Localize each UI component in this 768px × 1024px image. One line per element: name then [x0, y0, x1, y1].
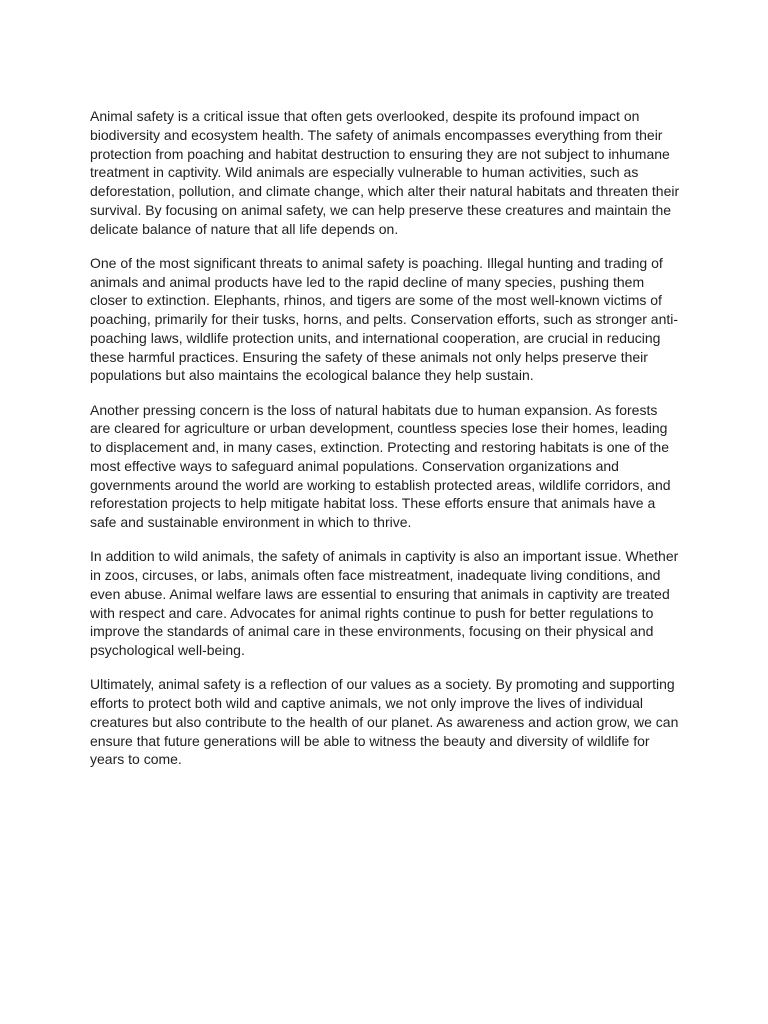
paragraph-conclusion: Ultimately, animal safety is a reflection of our values as a society. By promoting and supporting efforts to protect both wild and captive animals, we not only improve the lives of individual creatures but also contribute to the health of our planet. As awareness and action grow, we can ensure that future generations will be able to witness the beauty and diversity of wildlife for years to come.: [90, 676, 679, 768]
paragraph-habitat-loss: Another pressing concern is the loss of natural habitats due to human expansion. As forests are cleared for agriculture or urban development, countless species lose their homes, leading to displacement and, in many cases, extinction. Protecting and restoring habitats is one of the most effective ways to safeguard animal populations. Conservation organizations and governments around the world are working to establish protected areas, wildlife corridors, and reforestation projects to help mitigate habitat loss. These efforts ensure that animals have a safe and sustainable environment in which to thrive.: [90, 401, 671, 530]
paragraph-intro: Animal safety is a critical issue that often gets overlooked, despite its profound impact on biodiversity and ecosystem health. The safety of animals encompasses everything from their protection from poaching and habitat destruction to ensuring they are not subject to inhumane treatment in captivity. Wild animals are especially vulnerable to human activities, such as deforestation, pollution, and climate change, which alter their natural habitats and threaten their survival. By focusing on animal safety, we can help preserve these creatures and maintain the delicate balance of nature that all life depends on.: [90, 108, 680, 237]
paragraph-captivity: In addition to wild animals, the safety of animals in captivity is also an important issue. Whether in zoos, circuses, or labs, animals often face mistreatment, inadequate living conditions, and even abuse. Animal welfare laws are essential to ensuring that animals in captivity are treated with respect and care. Advocates for animal rights continue to push for better regulations to improve the standards of animal care in these environments, focusing on their physical and psychological well-being.: [90, 548, 679, 658]
paragraph-poaching: One of the most significant threats to animal safety is poaching. Illegal hunting and trading of animals and animal products have led to the rapid decline of many species, pushing them closer to extinction. Elephants, rhinos, and tigers are some of the most well-known victims of poaching, primarily for their tusks, horns, and pelts. Conservation efforts, such as stronger anti-poaching laws, wildlife protection units, and international cooperation, are crucial in reducing these harmful practices. Ensuring the safety of these animals not only helps preserve their populations but also maintains the ecological balance they help sustain.: [90, 254, 679, 384]
